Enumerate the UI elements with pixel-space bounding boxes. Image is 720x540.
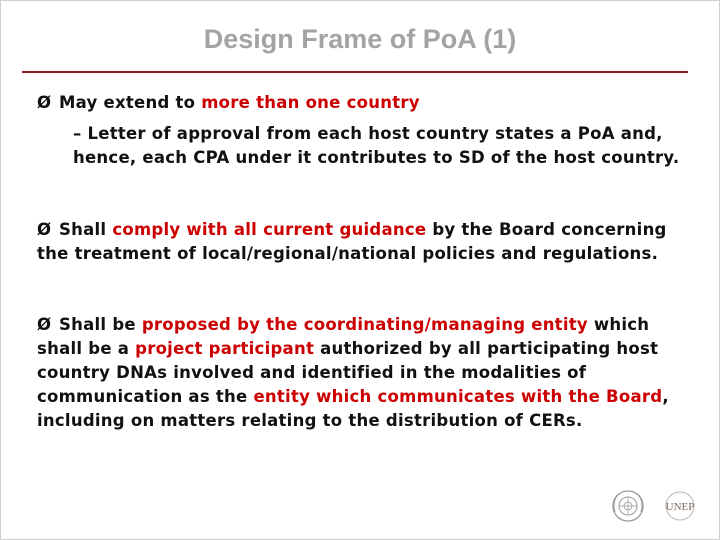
bullet-2-text-a: Shall bbox=[59, 220, 113, 239]
bullet-2-text-b: by the Board concerning the treatment of local/regional/national policies and regulations. bbox=[37, 220, 667, 263]
bullet-arrow-icon: Ø bbox=[37, 93, 52, 112]
bullet-1 bbox=[37, 91, 420, 115]
bullet-3-text-c: authorized by all participating host country DNAs involved and identified in the modalities of communication as the bbox=[37, 339, 659, 406]
unep-logo-text: UNEP bbox=[665, 501, 695, 513]
un-emblem-icon bbox=[613, 491, 643, 521]
unep-logo-icon bbox=[666, 492, 695, 520]
bullet-3-highlight-1: proposed by the coordinating/managing entity bbox=[141, 315, 588, 334]
bullet-2 bbox=[37, 218, 697, 266]
bullet-arrow-icon: Ø bbox=[37, 220, 52, 239]
bullet-3-text-a: Shall be bbox=[59, 315, 142, 334]
bullet-3-text-b: which shall be a bbox=[37, 315, 650, 358]
bullet-2-highlight: comply with all current guidance bbox=[112, 220, 427, 239]
logos bbox=[608, 486, 708, 526]
sub-bullet-1-text: Letter of approval from each host country states a PoA and, hence, each CPA under it contributes to SD of the host country. bbox=[73, 124, 680, 167]
dash-marker: – bbox=[73, 124, 82, 143]
bullet-3-highlight-3: entity which communicates with the Board bbox=[253, 387, 663, 406]
bullet-arrow-icon: Ø bbox=[37, 315, 52, 334]
bullet-3 bbox=[37, 313, 697, 433]
bullet-1-text: May extend to bbox=[59, 93, 202, 112]
bullet-3-text-d: , including on matters relating to the distribution of CERs. bbox=[37, 387, 669, 430]
sub-bullet-1 bbox=[73, 122, 693, 170]
bullet-1-highlight: more than one country bbox=[201, 93, 420, 112]
bullet-3-highlight-2: project participant bbox=[135, 339, 315, 358]
slide-title: Design Frame of PoA (1) bbox=[203, 24, 517, 54]
title-divider bbox=[22, 71, 688, 73]
